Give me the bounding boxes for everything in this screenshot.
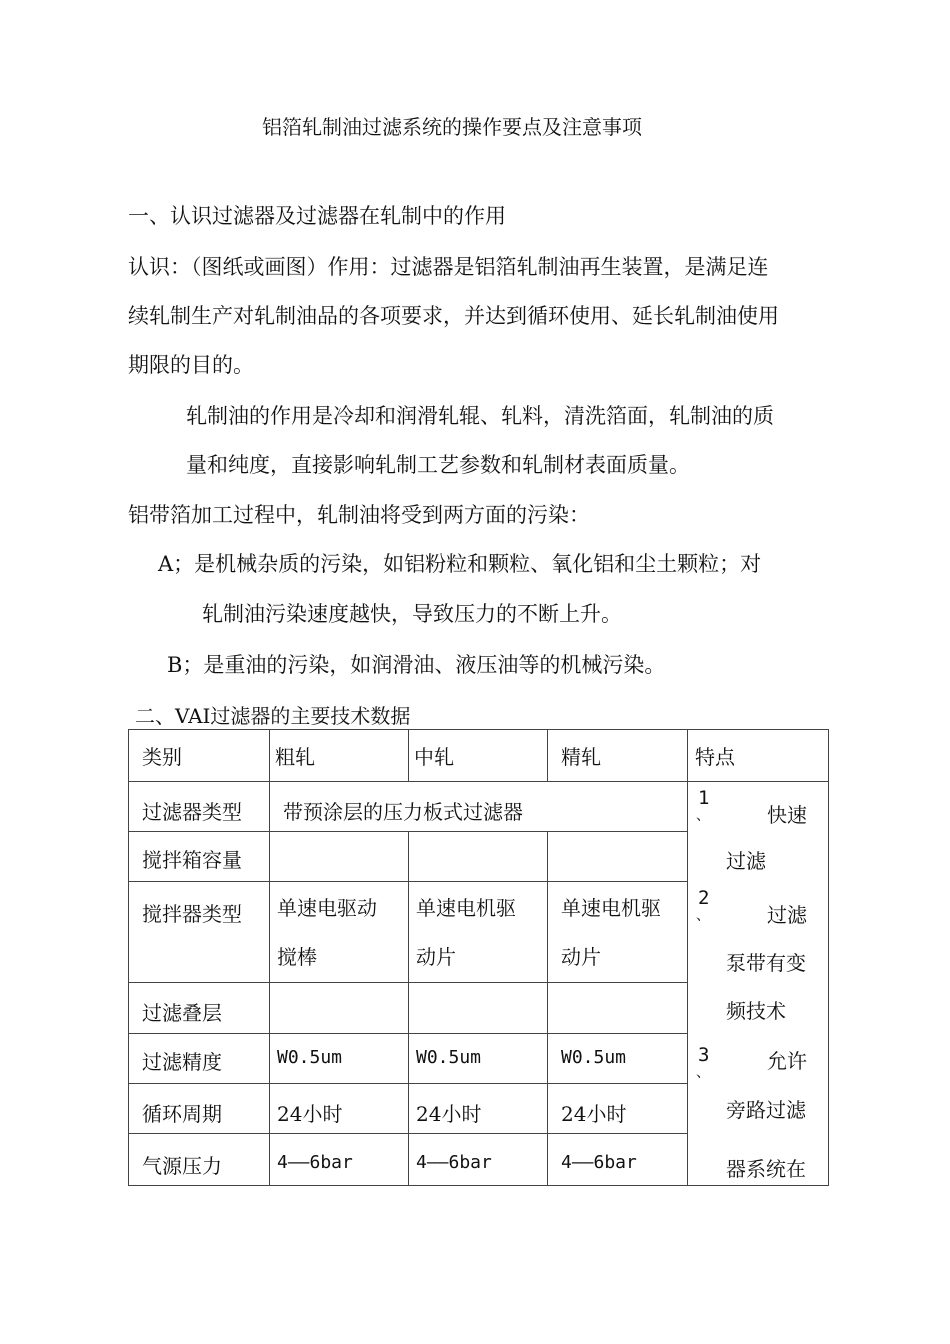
header-cell: 粗轧 bbox=[270, 730, 409, 782]
feature-1-text-a: 快速 bbox=[767, 803, 807, 827]
oil-role-line-2: 量和纯度，直接影响轧制工艺参数和轧制材表面质量。 bbox=[186, 453, 690, 477]
feature-1-text-b: 过滤 bbox=[726, 849, 766, 873]
table-cell: 24小时 bbox=[270, 1084, 409, 1134]
section1-heading: 一、认识过滤器及过滤器在轧制中的作用 bbox=[128, 204, 506, 228]
table-cell bbox=[548, 983, 688, 1034]
header-cell: 特点 bbox=[688, 730, 829, 782]
row-label: 循环周期 bbox=[129, 1084, 270, 1134]
feature-3-text-c: 器系统在 bbox=[726, 1157, 806, 1181]
feature-3-text-b: 旁路过滤 bbox=[726, 1098, 806, 1122]
filter-type-value: 带预涂层的压力板式过滤器 bbox=[270, 782, 688, 832]
feature-2-separator: 、 bbox=[696, 908, 710, 924]
table-cell bbox=[270, 882, 409, 983]
table-header-row bbox=[129, 730, 829, 782]
spec-table bbox=[128, 729, 829, 1186]
header-cell: 类别 bbox=[129, 730, 270, 782]
cell-line: 单速电机驱 bbox=[416, 896, 516, 920]
cell-line: 动片 bbox=[416, 945, 456, 969]
feature-2-text-a: 过滤 bbox=[767, 903, 807, 927]
page-title: 铝箔轧制油过滤系统的操作要点及注意事项 bbox=[262, 115, 642, 139]
table-cell bbox=[548, 882, 688, 983]
feature-3-separator: 、 bbox=[696, 1065, 710, 1081]
section2-heading: 二、VAI过滤器的主要技术数据 bbox=[135, 704, 411, 728]
table-cell: 4——6bar bbox=[409, 1134, 548, 1186]
intro-line-1: 认识：（图纸或画图）作用：过滤器是铝箔轧制油再生装置，是满足连 bbox=[128, 255, 769, 279]
row-label: 过滤精度 bbox=[129, 1034, 270, 1084]
table-cell: W0.5um bbox=[548, 1034, 688, 1084]
table-cell: 24小时 bbox=[409, 1084, 548, 1134]
feature-3-text-a: 允许 bbox=[767, 1049, 807, 1073]
table-cell: 24小时 bbox=[548, 1084, 688, 1134]
feature-3-number: 3 bbox=[698, 1044, 710, 1066]
header-cell: 中轧 bbox=[409, 730, 548, 782]
item-b: B；是重油的污染，如润滑油、液压油等的机械污染。 bbox=[167, 653, 666, 677]
row-label: 搅拌器类型 bbox=[129, 882, 270, 983]
table-cell: 4——6bar bbox=[548, 1134, 688, 1186]
feature-2-text-b: 泵带有变 bbox=[726, 951, 806, 975]
feature-1-number: 1 bbox=[698, 787, 710, 809]
table-cell bbox=[270, 983, 409, 1034]
row-label: 过滤叠层 bbox=[129, 983, 270, 1034]
item-a-line-2: 轧制油污染速度越快，导致压力的不断上升。 bbox=[202, 602, 622, 626]
features-cell bbox=[688, 782, 829, 1186]
feature-2-number: 2 bbox=[698, 887, 710, 909]
header-cell: 精轧 bbox=[548, 730, 688, 782]
cell-line: 搅棒 bbox=[277, 945, 317, 969]
pollution-intro: 铝带箔加工过程中，轧制油将受到两方面的污染： bbox=[128, 503, 590, 527]
table-cell: 4——6bar bbox=[270, 1134, 409, 1186]
cell-line: 动片 bbox=[561, 945, 601, 969]
row-label: 气源压力 bbox=[129, 1134, 270, 1186]
row-label: 过滤器类型 bbox=[129, 782, 270, 832]
feature-1-separator: 、 bbox=[696, 808, 710, 824]
cell-line: 单速电机驱 bbox=[561, 896, 661, 920]
table-row bbox=[129, 782, 829, 832]
item-a-line-1: A；是机械杂质的污染，如铝粉粒和颗粒、氧化铝和尘土颗粒；对 bbox=[158, 552, 762, 576]
intro-line-2: 续轧制生产对轧制油品的各项要求，并达到循环使用、延长轧制油使用 bbox=[128, 304, 779, 328]
table-cell bbox=[409, 882, 548, 983]
table-cell: W0.5um bbox=[409, 1034, 548, 1084]
intro-line-3: 期限的目的。 bbox=[128, 353, 254, 377]
table-cell: W0.5um bbox=[270, 1034, 409, 1084]
cell-line: 单速电驱动 bbox=[277, 896, 377, 920]
oil-role-line-1: 轧制油的作用是冷却和润滑轧辊、轧料，清洗箔面，轧制油的质 bbox=[186, 404, 774, 428]
row-label: 搅拌箱容量 bbox=[129, 832, 270, 882]
feature-2-text-c: 频技术 bbox=[726, 999, 786, 1023]
table-cell bbox=[409, 983, 548, 1034]
